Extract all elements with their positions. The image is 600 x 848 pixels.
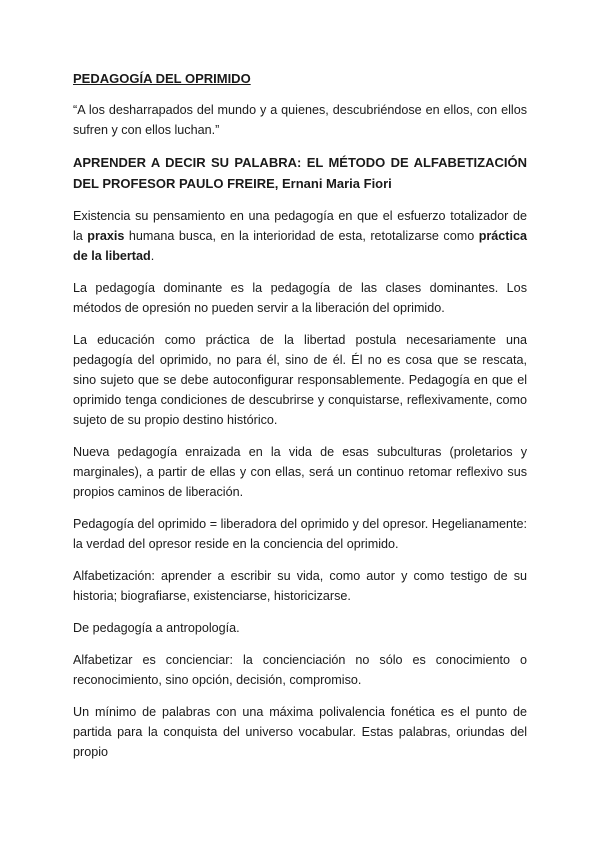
paragraph-praxis (73, 206, 527, 266)
section-heading-text: APRENDER A DECIR SU PALABRA: EL MÉTODO DE ALFABETIZACIÓN DEL PROFESOR PAULO FREIRE, (73, 155, 527, 191)
paragraph-praxis-part-c: humana busca, en la interioridad de esta, retotalizarse como (124, 229, 479, 243)
document-title: PEDAGOGÍA DEL OPRIMIDO (73, 71, 251, 86)
paragraph-anthropology: De pedagogía a antropología. (73, 621, 240, 635)
paragraph-concienciar: Alfabetizar es concienciar: la concienciación no sólo es conocimiento o reconocimiento, sino opción, decisión, compromiso. (73, 653, 527, 687)
paragraph-new-pedagogy: Nueva pedagogía enraizada en la vida de esas subculturas (proletarios y marginales), a partir de ellas y con ellas, será un continuo retomar reflexivo sus propios caminos de liberación. (73, 445, 527, 499)
paragraph-oppressed-oppressor: Pedagogía del oprimido = liberadora del oprimido y del opresor. Hegelianamente: la verdad del opresor reside en la conciencia del oprimido. (73, 517, 527, 551)
section-heading (73, 152, 527, 194)
section-author: Ernani Maria Fiori (278, 176, 392, 191)
paragraph-alfabetizacion: Alfabetización: aprender a escribir su vida, como autor y como testigo de su historia; biografiarse, existenciarse, historicizarse. (73, 569, 527, 603)
epigraph: “A los desharrapados del mundo y a quienes, descubriéndose en ellos, con ellos sufren y con ellos luchan.” (73, 103, 527, 137)
paragraph-praxis-part-e: . (150, 249, 155, 263)
term-praxis: praxis (87, 229, 125, 243)
paragraph-dominant-pedagogy: La pedagogía dominante es la pedagogía de las clases dominantes. Los métodos de opresión no pueden servir a la liberación del oprimido. (73, 281, 527, 315)
document-page (73, 70, 527, 774)
paragraph-praxis-part-a: Existencia su pensamiento en una pedagogía en que el esfuerzo totalizador de la (73, 209, 527, 243)
paragraph-education-freedom: La educación como práctica de la libertad postula necesariamente una pedagogía del oprimido, no para él, sino de él. Él no es cosa que se rescata, sino sujeto que se debe autoconfigurar responsablemente. Pedagogía en que el oprimido tenga condiciones de descubrirse y conquistarse, reflexivamente, como sujeto de su propio destino histórico. (73, 333, 527, 427)
paragraph-vocabulary: Un mínimo de palabras con una máxima polivalencia fonética es el punto de partida para la conquista del universo vocabular. Estas palabras, oriundas del propio (73, 705, 527, 759)
term-practica-libertad: práctica de la libertad (73, 229, 527, 263)
